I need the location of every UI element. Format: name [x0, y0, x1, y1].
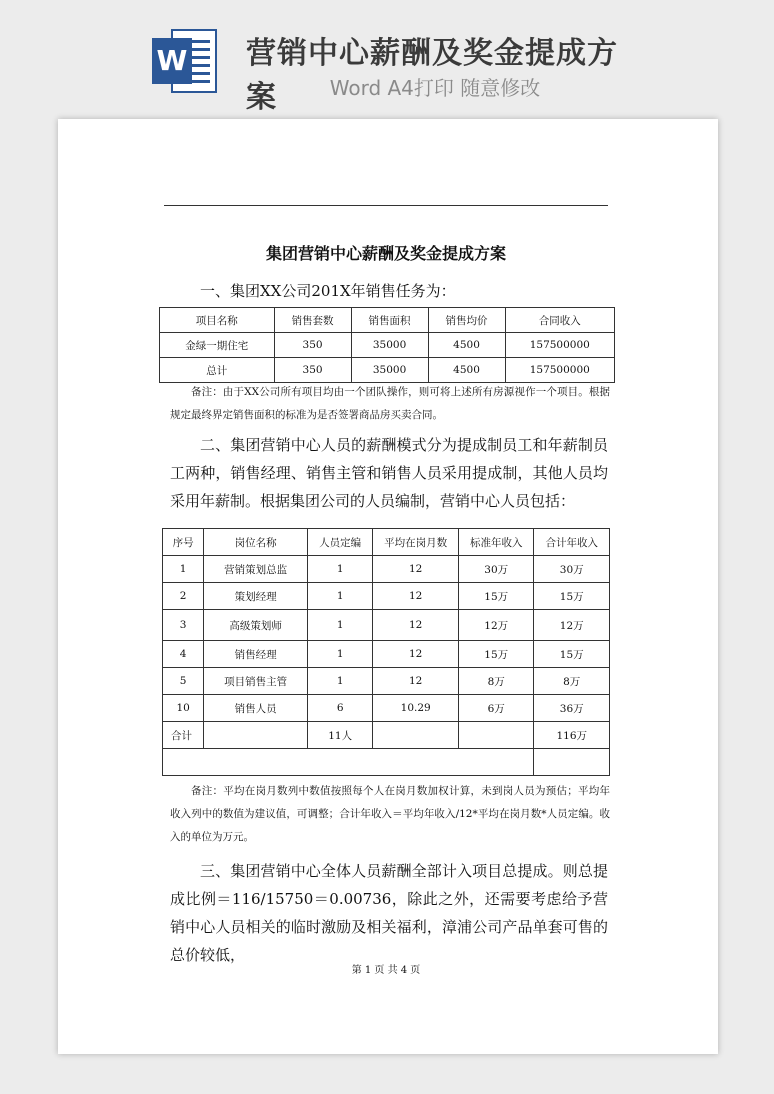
- table-cell: 36万: [534, 695, 610, 722]
- section1-heading: 一、集团XX公司201X年销售任务为：: [200, 282, 456, 300]
- table-row: [160, 333, 615, 358]
- table-cell: 总计: [160, 358, 275, 383]
- table-cell: 金绿一期住宅: [160, 333, 275, 358]
- table-cell: 30万: [534, 556, 610, 583]
- table-cell: 4: [163, 641, 204, 668]
- table-cell: 350: [274, 358, 351, 383]
- banner-subtitle: Word A4打印 随意修改: [329, 76, 541, 100]
- table-header: 合计年收入: [534, 529, 610, 556]
- table-cell: 5: [163, 668, 204, 695]
- table-cell: 15万: [458, 583, 534, 610]
- table-cell: 10: [163, 695, 204, 722]
- staff-table: [162, 528, 610, 776]
- table-header: 标准年收入: [458, 529, 534, 556]
- table-cell: 1: [307, 583, 372, 610]
- table-cell: 10.29: [373, 695, 459, 722]
- table-cell: 12万: [534, 610, 610, 641]
- word-document-icon: [150, 24, 220, 98]
- table-cell: 高级策划师: [204, 610, 308, 641]
- table-cell: 3: [163, 610, 204, 641]
- table-row: [163, 556, 610, 583]
- section3-text: 三、集团营销中心全体人员薪酬全部计入项目总提成。则总提成比例＝116/15750＝0.00736，除此之外，还需要考虑给予营销中心人员相关的临时激励及相关福利，漳浦公司产品单套可售的总价较低，: [170, 862, 608, 964]
- table-cell: 8万: [458, 668, 534, 695]
- table-cell: 12: [373, 556, 459, 583]
- sales-target-table: [159, 307, 615, 383]
- table-cell: [204, 722, 308, 749]
- table-cell: [458, 722, 534, 749]
- page-footer: 第 1 页 共 4 页: [351, 965, 421, 976]
- table-empty-row: [163, 749, 610, 776]
- table-cell: 12: [373, 610, 459, 641]
- table-header: 序号: [163, 529, 204, 556]
- table-cell: 1: [307, 641, 372, 668]
- table-cell: [534, 749, 610, 776]
- note-2: 备注：平均在岗月数列中数值按照每个人在岗月数加权计算，未到岗人员为预估；平均年收入列中的数值为建议值，可调整；合计年收入＝平均年收入/12*平均在岗月数*人员定编。收入的单位为万元。: [170, 785, 610, 843]
- table-header: 销售面积: [351, 308, 428, 333]
- table-cell: 12: [373, 583, 459, 610]
- table-header: 岗位名称: [204, 529, 308, 556]
- table-row: [163, 695, 610, 722]
- table-cell: 1: [307, 556, 372, 583]
- table-cell: 销售人员: [204, 695, 308, 722]
- table-cell: 策划经理: [204, 583, 308, 610]
- table-cell: 销售经理: [204, 641, 308, 668]
- table-row: [160, 358, 615, 383]
- table-cell: 营销策划总监: [204, 556, 308, 583]
- table-header: 人员定编: [307, 529, 372, 556]
- banner-title: 营销中心薪酬及奖金提成方案: [246, 36, 618, 115]
- word-icon-letter: W: [156, 44, 188, 77]
- table-cell: 116万: [534, 722, 610, 749]
- table-cell: 350: [274, 333, 351, 358]
- table-row: [163, 610, 610, 641]
- table-cell: 4500: [428, 358, 505, 383]
- table-cell: 项目销售主管: [204, 668, 308, 695]
- table-row: [163, 641, 610, 668]
- banner: [0, 0, 774, 118]
- table-cell: [373, 722, 459, 749]
- table-header-row: [160, 308, 615, 333]
- table-header-row: [163, 529, 610, 556]
- table-total-row: [163, 722, 610, 749]
- table-cell: 15万: [534, 641, 610, 668]
- table-cell: [163, 749, 534, 776]
- table-cell: 合计: [163, 722, 204, 749]
- table-cell: 12: [373, 641, 459, 668]
- table-cell: 35000: [351, 358, 428, 383]
- table-cell: 1: [163, 556, 204, 583]
- table-header: 销售套数: [274, 308, 351, 333]
- table-cell: 15万: [534, 583, 610, 610]
- table-row: [163, 668, 610, 695]
- table-header: 销售均价: [428, 308, 505, 333]
- table-cell: 12: [373, 668, 459, 695]
- table-cell: 6: [307, 695, 372, 722]
- table-header: 合同收入: [505, 308, 614, 333]
- header-rule: [164, 205, 608, 206]
- table-cell: 8万: [534, 668, 610, 695]
- table-cell: 1: [307, 610, 372, 641]
- document-title: 集团营销中心薪酬及奖金提成方案: [265, 244, 506, 263]
- table-cell: 157500000: [505, 333, 614, 358]
- table-row: [163, 583, 610, 610]
- table-header: 项目名称: [160, 308, 275, 333]
- table-cell: 30万: [458, 556, 534, 583]
- table-header: 平均在岗月数: [373, 529, 459, 556]
- table-cell: 157500000: [505, 358, 614, 383]
- table-cell: 1: [307, 668, 372, 695]
- document-page: [58, 119, 718, 1054]
- table-cell: 4500: [428, 333, 505, 358]
- table-cell: 11人: [307, 722, 372, 749]
- table-cell: 15万: [458, 641, 534, 668]
- note-1: 备注：由于XX公司所有项目均由一个团队操作，则可将上述所有房源视作一个项目。根据规定最终界定销售面积的标准为是否签署商品房买卖合同。: [170, 386, 610, 421]
- table-cell: 2: [163, 583, 204, 610]
- table-cell: 12万: [458, 610, 534, 641]
- table-cell: 35000: [351, 333, 428, 358]
- table-cell: 6万: [458, 695, 534, 722]
- section2-text: 二、集团营销中心人员的薪酬模式分为提成制员工和年薪制员工两种，销售经理、销售主管和销售人员采用提成制，其他人员均采用年薪制。根据集团公司的人员编制，营销中心人员包括：: [170, 436, 608, 510]
